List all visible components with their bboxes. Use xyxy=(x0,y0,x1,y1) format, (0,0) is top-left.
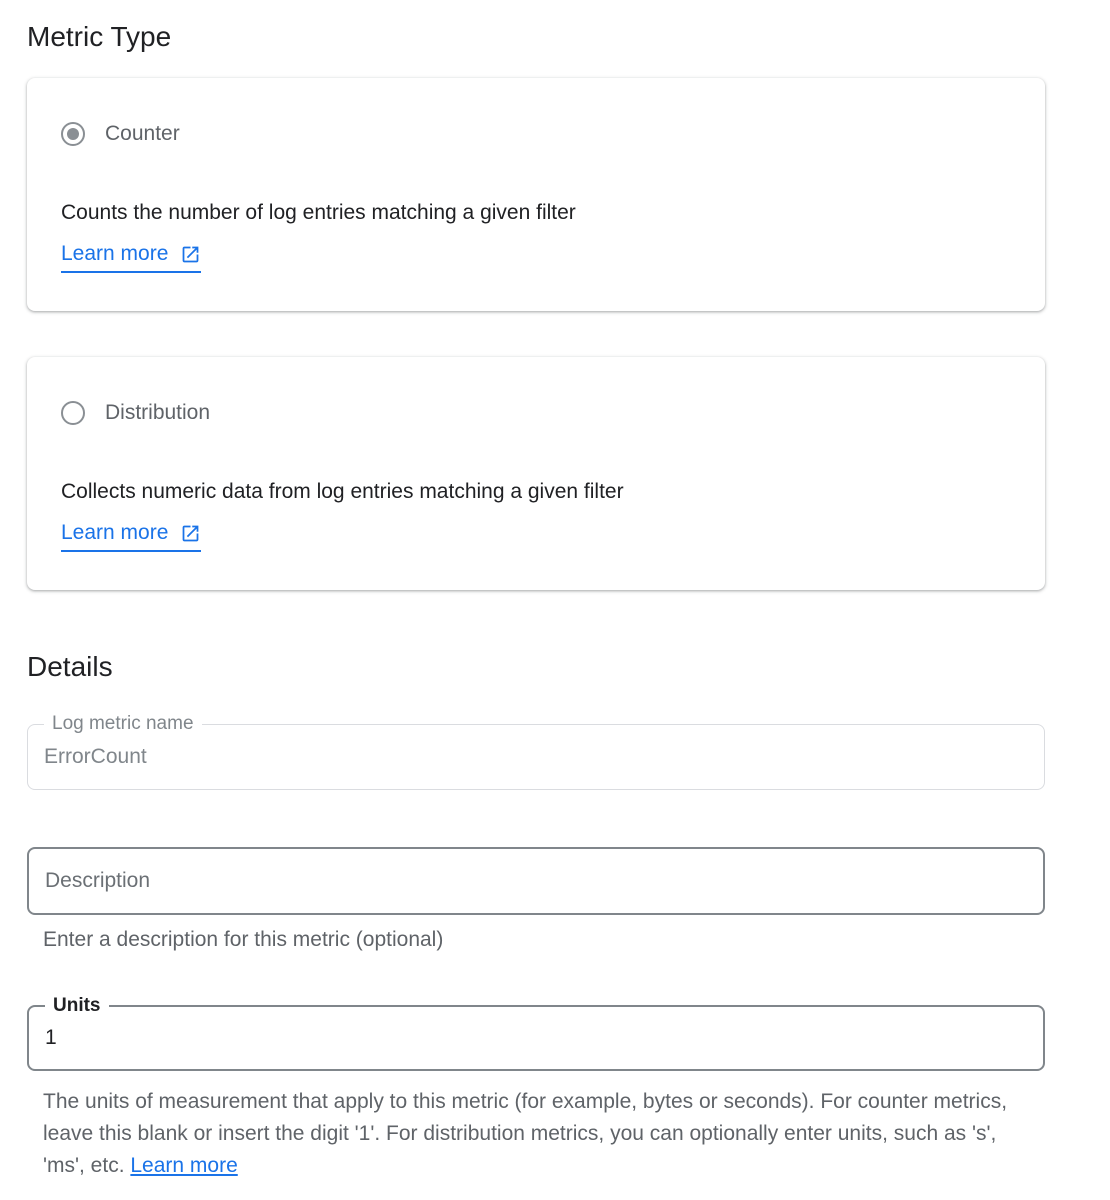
description-field xyxy=(27,847,1045,915)
distribution-option-card[interactable] xyxy=(27,357,1045,590)
radio-dot xyxy=(67,407,79,419)
counter-description: Counts the number of log entries matching a given filter xyxy=(61,201,576,224)
log-metric-name-field xyxy=(27,713,1045,790)
log-metric-name-label: Log metric name xyxy=(44,712,202,736)
distribution-radio-label: Distribution xyxy=(105,401,211,424)
units-learn-more-link[interactable]: Learn more xyxy=(130,1154,238,1177)
distribution-description: Collects numeric data from log entries matching a given filter xyxy=(61,480,624,503)
details-heading: Details xyxy=(27,651,113,682)
units-helper-body: The units of measurement that apply to this metric (for example, bytes or seconds). For counter metrics, leave this blank or insert the digit '1'. For distribution metrics, you can optionally enter units, such as 's', 'ms', etc. xyxy=(43,1090,1008,1177)
distribution-radio-row[interactable] xyxy=(61,399,1011,427)
metric-type-heading: Metric Type xyxy=(27,21,172,52)
learn-more-label: Learn more xyxy=(61,521,169,544)
open-in-new-icon xyxy=(180,244,201,265)
units-input[interactable] xyxy=(29,1007,1043,1069)
counter-radio-label: Counter xyxy=(105,122,180,145)
radio-dot xyxy=(67,128,79,140)
units-label: Units xyxy=(45,994,109,1018)
description-input[interactable] xyxy=(29,849,1043,913)
counter-option-card[interactable] xyxy=(27,78,1045,311)
distribution-radio[interactable] xyxy=(61,401,85,425)
counter-radio-row[interactable] xyxy=(61,120,1011,148)
units-helper-text xyxy=(43,1086,1028,1182)
units-field xyxy=(27,995,1045,1071)
description-helper-text: Enter a description for this metric (optional) xyxy=(43,928,444,951)
counter-radio[interactable] xyxy=(61,122,85,146)
counter-learn-more-link[interactable] xyxy=(61,242,201,273)
distribution-learn-more-link[interactable] xyxy=(61,521,201,552)
open-in-new-icon xyxy=(180,523,201,544)
learn-more-label: Learn more xyxy=(61,242,169,265)
